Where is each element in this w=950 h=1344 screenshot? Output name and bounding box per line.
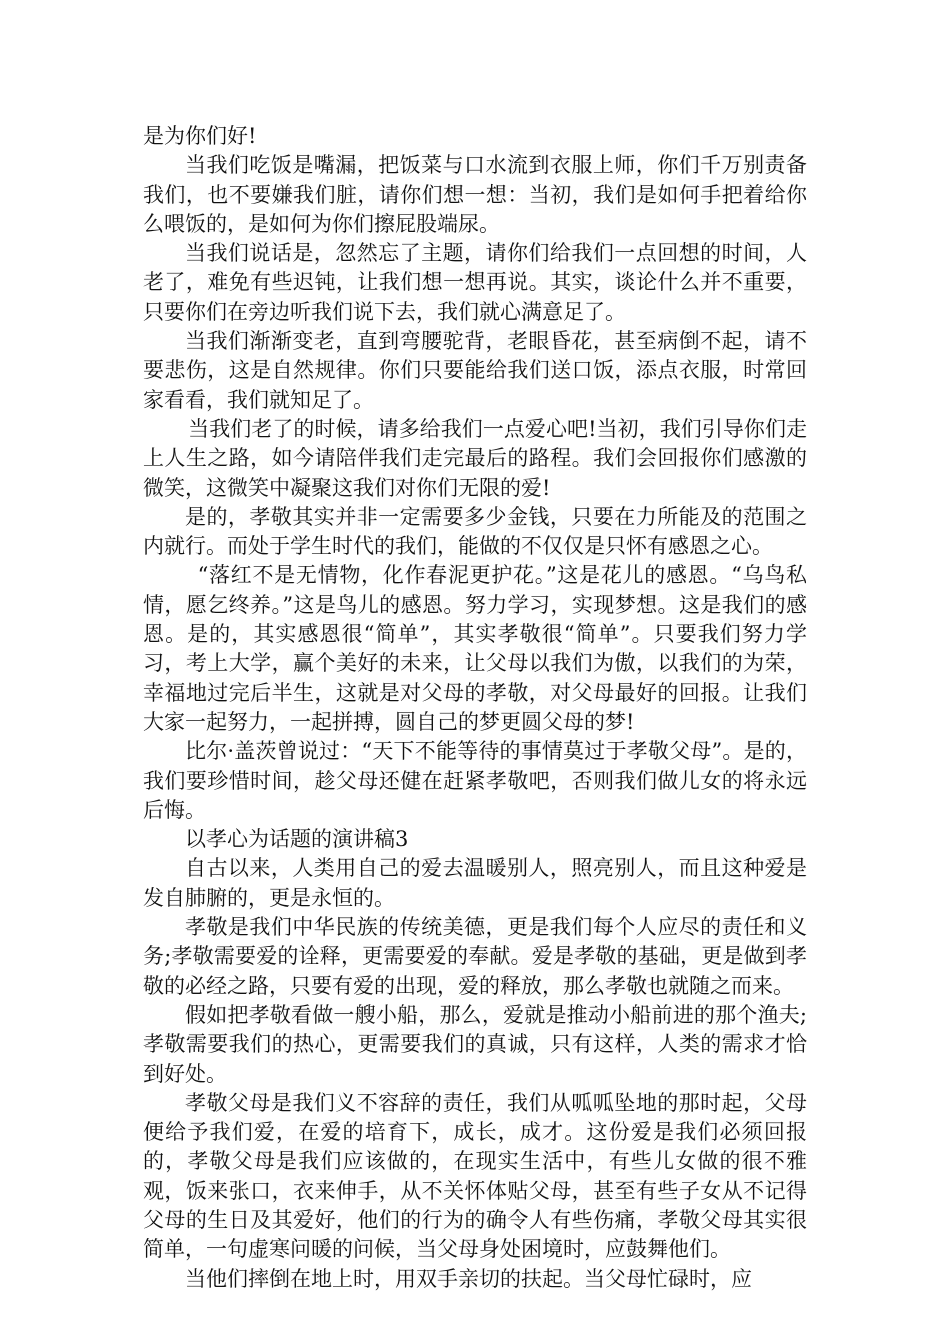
- paragraph-4: 当我们渐渐变老，直到弯腰驼背，老眼昏花，甚至病倒不起，请不要悲伤，这是自然规律。你们只要能给我们送口饭，添点衣服，时常回家看看，我们就知足了。: [143, 329, 807, 412]
- paragraph-10: 孝敬是我们中华民族的传统美德，更是我们每个人应尽的责任和义务;孝敬需要爱的诠释，更需要爱的奉献。爱是孝敬的基础，更是做到孝敬的必经之路，只要有爱的出现，爱的释放，那么孝敬也就随之而来。: [143, 915, 807, 998]
- paragraph-6: 是的，孝敬其实并非一定需要多少金钱，只要在力所能及的范围之内就行。而处于学生时代的我们，能做的不仅仅是只怀有感恩之心。: [143, 504, 807, 559]
- paragraph-3: 当我们说话是，忽然忘了主题，请你们给我们一点回想的时间，人老了，难免有些迟钝，让我们想一想再说。其实，谈论什么并不重要，只要你们在旁边听我们说下去，我们就心满意足了。: [143, 241, 807, 324]
- paragraph-11: 假如把孝敬看做一艘小船，那么，爱就是推动小船前进的那个渔夫;孝敬需要我们的热心，更需要我们的真诚，只有这样，人类的需求才恰到好处。: [143, 1002, 807, 1086]
- paragraph-8: 比尔·盖茨曾说过：“天下不能等待的事情莫过于孝敬父母”。是的，我们要珍惜时间，趁父母还健在赶紧孝敬吧，否则我们做儿女的将永远后悔。: [143, 739, 807, 822]
- section-heading: 以孝心为话题的演讲稿3: [185, 827, 409, 852]
- paragraph-7: “落红不是无情物，化作春泥更护花。”这是花儿的感恩。“乌鸟私情，愿乞终养。”这是鸟儿的感恩。努力学习，实现梦想。这是我们的感恩。是的，其实感恩很“简单”，其实孝敬很“简单”。只要我们努力学习，考上大学，赢个美好的未来，让父母以我们为傲，以我们的为荣，幸福地过完后半生，这就是对父母的孝敬，对父母最好的回报。让我们大家一起努力，一起拼搏，圆自己的梦更圆父母的梦!: [143, 563, 807, 734]
- paragraph-12: 孝敬父母是我们义不容辞的责任，我们从呱呱坠地的那时起，父母便给予我们爱，在爱的培育下，成长，成才。这份爱是我们必须回报的，孝敬父母是我们应该做的，在现实生活中，有些儿女做的很不雅观，饭来张口，衣来伸手，从不关怀体贴父母，甚至有些子女从不记得父母的生日及其爱好，他们的行为的确令人有些伤痛，孝敬父母其实很简单，一句虚寒问暖的问候，当父母身处困境时，应鼓舞他们。: [143, 1090, 807, 1262]
- paragraph-13: 当他们摔倒在地上时，用双手亲切的扶起。当父母忙碌时，应: [185, 1266, 752, 1291]
- paragraph-9: 自古以来，人类用自己的爱去温暖别人，照亮别人，而且这种爱是发自肺腑的，更是永恒的。: [143, 856, 807, 910]
- paragraph-5: 当我们老了的时候，请多给我们一点爱心吧!当初，我们引导你们走上人生之路，如今请陪伴我们走完最后的路程。我们会回报你们感激的微笑，这微笑中凝聚这我们对你们无限的爱!: [143, 416, 807, 500]
- document-page: [143, 122, 807, 1294]
- paragraph-2: 当我们吃饭是嘴漏，把饭菜与口水流到衣服上师，你们千万别责备我们，也不要嫌我们脏，请你们想一想：当初，我们是如何手把着给你么喂饭的，是如何为你们擦屁股端尿。: [143, 153, 807, 236]
- paragraph-1: 是为你们好!: [143, 124, 257, 148]
